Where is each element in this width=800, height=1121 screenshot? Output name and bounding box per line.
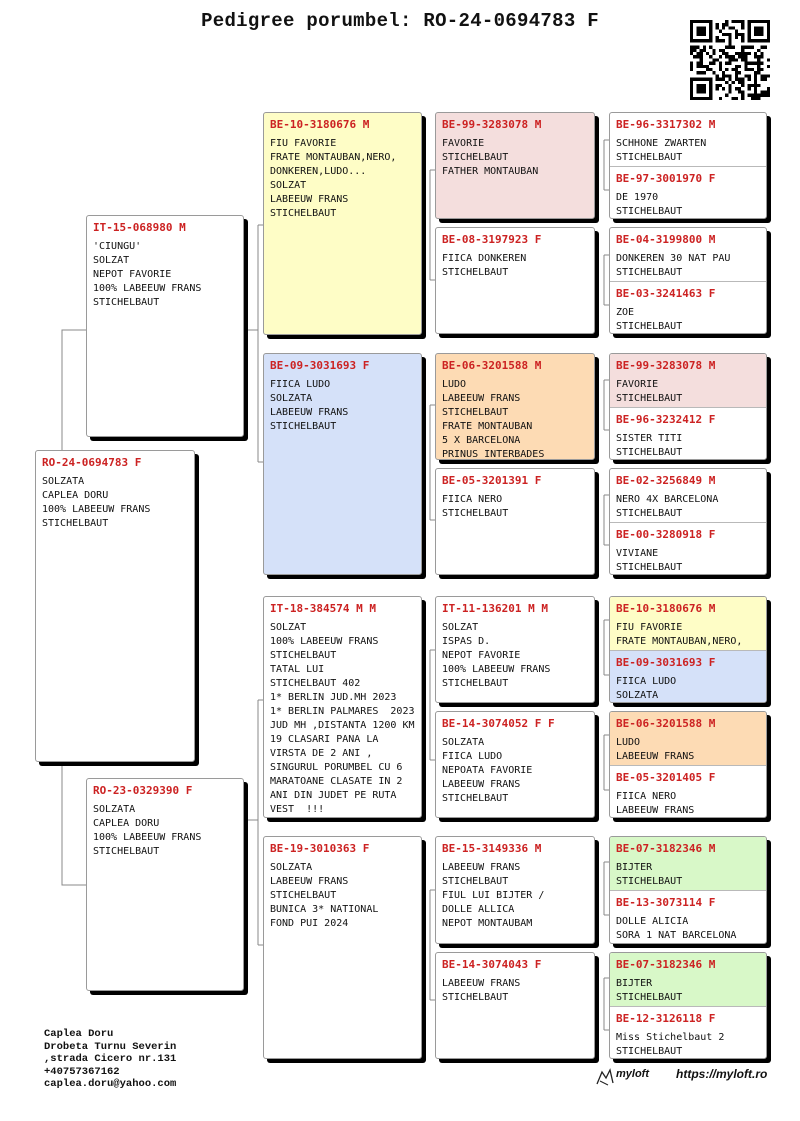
text-line: LABEEUW FRANS — [442, 779, 521, 790]
text-line: FATHER MONTAUBAN — [442, 166, 539, 177]
gen4-ring: BE-13-3073114 F — [616, 896, 716, 909]
text-line: SOLZATA — [270, 862, 313, 873]
brand-logo-text: myloft — [616, 1068, 649, 1080]
gen2-lines — [270, 378, 415, 434]
gen3-ring: BE-14-3074043 F — [442, 958, 542, 971]
gen4-lines — [616, 137, 760, 165]
text-line: STICHELBAUT — [616, 447, 683, 458]
text-line: FIICA LUDO — [442, 751, 503, 762]
text-line: SOLZAT — [270, 622, 307, 633]
gen4-pair-card[interactable] — [609, 952, 767, 1059]
granddam-maternal-card[interactable] — [263, 836, 422, 1059]
gen3-card[interactable] — [435, 596, 595, 703]
gen3-lines — [442, 378, 588, 460]
gen4-lines — [616, 547, 760, 575]
text-line: FRATE MONTAUBAN,NERO, — [270, 152, 397, 163]
gen3-lines — [442, 736, 588, 806]
gen4-lines — [616, 378, 760, 406]
gen4-ring: BE-04-3199800 M — [616, 233, 716, 246]
text-line: DONKEREN 30 NAT PAU — [616, 253, 731, 264]
brand-url-link[interactable]: https://myloft.ro — [676, 1067, 768, 1081]
gen4-lines — [616, 675, 760, 703]
text-line: STICHELBAUT — [616, 562, 683, 573]
text-line: SORA 1 NAT BARCELONA — [616, 930, 737, 941]
dam-ring: RO-23-0329390 F — [93, 784, 193, 797]
text-line: STICHELBAUT — [93, 297, 160, 308]
sire-lines — [93, 240, 237, 310]
gen4-ring: BE-05-3201405 F — [616, 771, 716, 784]
gen3-lines — [442, 977, 588, 1005]
text-line: FIU FAVORIE — [616, 622, 683, 633]
gen3-card[interactable] — [435, 711, 595, 818]
gen4-lines — [616, 915, 760, 943]
text-line: DE 1970 — [616, 192, 659, 203]
gen4-pair-card[interactable] — [609, 227, 767, 334]
gen3-card[interactable] — [435, 952, 595, 1059]
text-line: FIUL LUI BIJTER / — [442, 890, 545, 901]
text-line: SOLZATA — [42, 476, 85, 487]
gen3-lines — [442, 621, 588, 691]
gen4-ring: BE-09-3031693 F — [616, 656, 716, 669]
text-line: STICHELBAUT — [616, 267, 683, 278]
text-line: STICHELBAUT — [270, 650, 337, 661]
subject-ring: RO-24-0694783 F — [42, 456, 142, 469]
text-line: MARATOANE CLASATE IN 2 — [270, 776, 403, 787]
text-line: FIICA NERO — [616, 791, 677, 802]
text-line: CAPLEA DORU — [93, 818, 160, 829]
gen4-ring: BE-97-3001970 F — [616, 172, 716, 185]
gen3-card[interactable] — [435, 112, 595, 219]
text-line: LABEEUW FRANS — [442, 978, 521, 989]
gen4-ring: BE-96-3317302 M — [616, 118, 716, 131]
text-line: 100% LABEEUW FRANS — [93, 832, 202, 843]
text-line: STICHELBAUT — [93, 846, 160, 857]
text-line: STICHELBAUT — [616, 508, 683, 519]
text-line: ISPAS D. — [442, 636, 491, 647]
text-line: LUDO — [442, 379, 467, 390]
text-line: ZOE — [616, 307, 635, 318]
gen3-ring: BE-06-3201588 M — [442, 359, 542, 372]
owner-contact — [44, 1028, 176, 1091]
text-line: LABEEUW FRANS — [270, 876, 349, 887]
text-line: SINGURUL PORUMBEL CU 6 — [270, 762, 403, 773]
text-line: STICHELBAUT — [442, 267, 509, 278]
gen4-ring: BE-00-3280918 F — [616, 528, 716, 541]
text-line: JUD MH ,DISTANTA 1200 KM — [270, 720, 415, 731]
grandsire-maternal-card[interactable] — [263, 596, 422, 818]
text-line: DOLLE ALICIA — [616, 916, 689, 927]
text-line: 'CIUNGU' — [93, 241, 142, 252]
text-line: LABEEUW FRANS — [616, 751, 695, 762]
text-line: BUNICA 3* NATIONAL — [270, 904, 379, 915]
gen4-pair-card[interactable] — [609, 112, 767, 219]
text-line: FIICA DONKEREN — [442, 253, 527, 264]
gen2-lines — [270, 137, 415, 221]
subject-lines — [42, 475, 188, 531]
text-line: BIJTER — [616, 862, 653, 873]
text-line: SOLZATA — [616, 690, 659, 701]
gen4-ring: BE-99-3283078 M — [616, 359, 716, 372]
text-line: LUDO — [616, 737, 641, 748]
text-line: STICHELBAUT — [270, 421, 337, 432]
text-line: Caplea Doru — [44, 1028, 114, 1040]
gen3-card[interactable] — [435, 353, 595, 460]
gen4-ring: BE-12-3126118 F — [616, 1012, 716, 1025]
gen3-card[interactable] — [435, 468, 595, 575]
text-line: SISTER TITI — [616, 433, 683, 444]
text-line: STICHELBAUT — [616, 206, 683, 217]
text-line: Miss Stichelbaut 2 — [616, 1032, 725, 1043]
text-line: STICHELBAUT — [442, 992, 509, 1003]
text-line: STICHELBAUT — [616, 393, 683, 404]
text-line: NEPOT FAVORIE — [442, 650, 521, 661]
gen3-card[interactable] — [435, 227, 595, 334]
gen3-ring: BE-08-3197923 F — [442, 233, 542, 246]
gen3-ring: BE-14-3074052 F F — [442, 717, 555, 730]
text-line: DOLLE ALLICA — [442, 904, 515, 915]
text-line: Drobeta Turnu Severin — [44, 1040, 177, 1053]
gen2-ring: IT-18-384574 M M — [270, 602, 376, 615]
gen3-card[interactable] — [435, 836, 595, 944]
gen4-lines — [616, 432, 760, 460]
text-line: 1* BERLIN PALMARES 2023 — [270, 706, 415, 717]
gen4-ring: BE-02-3256849 M — [616, 474, 716, 487]
gen4-ring: BE-10-3180676 M — [616, 602, 716, 615]
sire-ring: IT-15-068980 M — [93, 221, 186, 234]
text-line: 1* BERLIN JUD.MH 2023 — [270, 692, 397, 703]
text-line: STICHELBAUT — [42, 518, 109, 529]
gen4-pair-card[interactable] — [609, 468, 767, 575]
gen2-lines — [270, 621, 415, 817]
text-line: STICHELBAUT — [616, 1046, 683, 1057]
text-line: 100% LABEEUW FRANS — [270, 636, 379, 647]
text-line: SOLZAT — [442, 622, 479, 633]
sire-card[interactable] — [86, 215, 244, 437]
text-line: VIRSTA DE 2 ANI , — [270, 748, 373, 759]
text-line: +40757367162 — [44, 1065, 120, 1078]
text-line: STICHELBAUT — [442, 876, 509, 887]
text-line: FOND PUI 2024 — [270, 918, 349, 929]
text-line: 19 CLASARI PANA LA — [270, 734, 379, 745]
text-line: STICHELBAUT — [616, 876, 683, 887]
gen4-lines — [616, 861, 760, 889]
text-line: SOLZAT — [270, 180, 307, 191]
text-line: NEPOT MONTAUBAM — [442, 918, 533, 929]
page-title: Pedigree porumbel: RO-24-0694783 F — [201, 10, 599, 32]
text-line: STICHELBAUT — [442, 407, 509, 418]
gen3-ring: IT-11-136201 M M — [442, 602, 548, 615]
text-line: STICHELBAUT 402 — [270, 678, 361, 689]
subject-card[interactable] — [35, 450, 195, 762]
gen2-lines — [270, 861, 415, 931]
gen4-ring: BE-96-3232412 F — [616, 413, 716, 426]
text-line: 100% LABEEUW FRANS — [42, 504, 151, 515]
text-line: LABEEUW FRANS — [442, 862, 521, 873]
text-line: FIICA NERO — [442, 494, 503, 505]
text-line: SOLZAT — [93, 255, 130, 266]
text-line: VEST !!! — [270, 804, 325, 815]
gen4-pair-card[interactable] — [609, 836, 767, 944]
gen2-ring: BE-09-3031693 F — [270, 359, 370, 372]
text-line: FAVORIE — [616, 379, 659, 390]
text-line: TATAL LUI — [270, 664, 325, 675]
gen4-lines — [616, 736, 760, 764]
text-line: FRATE MONTAUBAN,NERO, — [616, 636, 743, 647]
text-line: STICHELBAUT — [616, 152, 683, 163]
gen4-lines — [616, 252, 760, 280]
text-line: CAPLEA DORU — [42, 490, 109, 501]
gen2-ring: BE-19-3010363 F — [270, 842, 370, 855]
gen3-lines — [442, 861, 588, 931]
gen3-ring: BE-15-3149336 M — [442, 842, 542, 855]
gen4-ring: BE-07-3182346 M — [616, 842, 716, 855]
gen4-lines — [616, 1031, 760, 1059]
text-line: STICHELBAUT — [616, 321, 683, 332]
gen3-lines — [442, 252, 588, 280]
text-line: STICHELBAUT — [270, 208, 337, 219]
grandsire-paternal-card[interactable] — [263, 112, 422, 335]
gen3-lines — [442, 493, 588, 521]
gen2-ring: BE-10-3180676 M — [270, 118, 370, 131]
gen4-ring: BE-07-3182346 M — [616, 958, 716, 971]
text-line: LABEEUW FRANS — [616, 805, 695, 816]
text-line: STICHELBAUT — [442, 508, 509, 519]
text-line: VIVIANE — [616, 548, 659, 559]
text-line: 100% LABEEUW FRANS — [93, 283, 202, 294]
granddam-paternal-card[interactable] — [263, 353, 422, 575]
gen4-lines — [616, 790, 760, 818]
text-line: STICHELBAUT — [442, 793, 509, 804]
text-line: PRINUS INTERBADES — [442, 449, 545, 460]
gen4-lines — [616, 977, 760, 1005]
text-line: NEPOATA FAVORIE — [442, 765, 533, 776]
text-line: SOLZATA — [93, 804, 136, 815]
gen4-pair-card[interactable] — [609, 711, 767, 818]
text-line: STICHELBAUT — [442, 152, 509, 163]
text-line: DONKEREN,LUDO... — [270, 166, 367, 177]
text-line: LABEEUW FRANS — [442, 393, 521, 404]
gen4-pair-card[interactable] — [609, 596, 767, 703]
dam-lines — [93, 803, 237, 859]
text-line: NEPOT FAVORIE — [93, 269, 172, 280]
gen4-lines — [616, 493, 760, 521]
text-line: LABEEUW FRANS — [270, 194, 349, 205]
text-line: ANI DIN JUDET PE RUTA — [270, 790, 397, 801]
dam-card[interactable] — [86, 778, 244, 991]
gen4-lines — [616, 306, 760, 334]
text-line: FRATE MONTAUBAN — [442, 421, 533, 432]
text-line: 100% LABEEUW FRANS — [442, 664, 551, 675]
text-line: NERO 4X BARCELONA — [616, 494, 719, 505]
gen4-ring: BE-06-3201588 M — [616, 717, 716, 730]
text-line: SOLZATA — [270, 393, 313, 404]
text-line: SCHHONE ZWARTEN — [616, 138, 707, 149]
text-line: STICHELBAUT — [270, 890, 337, 901]
text-line: FIICA LUDO — [616, 676, 677, 687]
text-line: STICHELBAUT — [616, 992, 683, 1003]
text-line: FAVORIE — [442, 138, 485, 149]
text-line: 5 X BARCELONA — [442, 435, 521, 446]
text-line: FIU FAVORIE — [270, 138, 337, 149]
gen3-ring: BE-99-3283078 M — [442, 118, 542, 131]
text-line: FIICA LUDO — [270, 379, 331, 390]
gen4-ring: BE-03-3241463 F — [616, 287, 716, 300]
gen3-ring: BE-05-3201391 F — [442, 474, 542, 487]
text-line: BIJTER — [616, 978, 653, 989]
text-line: caplea.doru@yahoo.com — [44, 1078, 177, 1090]
gen3-lines — [442, 137, 588, 179]
text-line: LABEEUW FRANS — [270, 407, 349, 418]
gen4-pair-card[interactable] — [609, 353, 767, 460]
text-line: SOLZATA — [442, 737, 485, 748]
text-line: ,strada Cicero nr.131 — [44, 1053, 177, 1065]
text-line: STICHELBAUT — [442, 678, 509, 689]
gen4-lines — [616, 621, 760, 649]
gen4-lines — [616, 191, 760, 219]
